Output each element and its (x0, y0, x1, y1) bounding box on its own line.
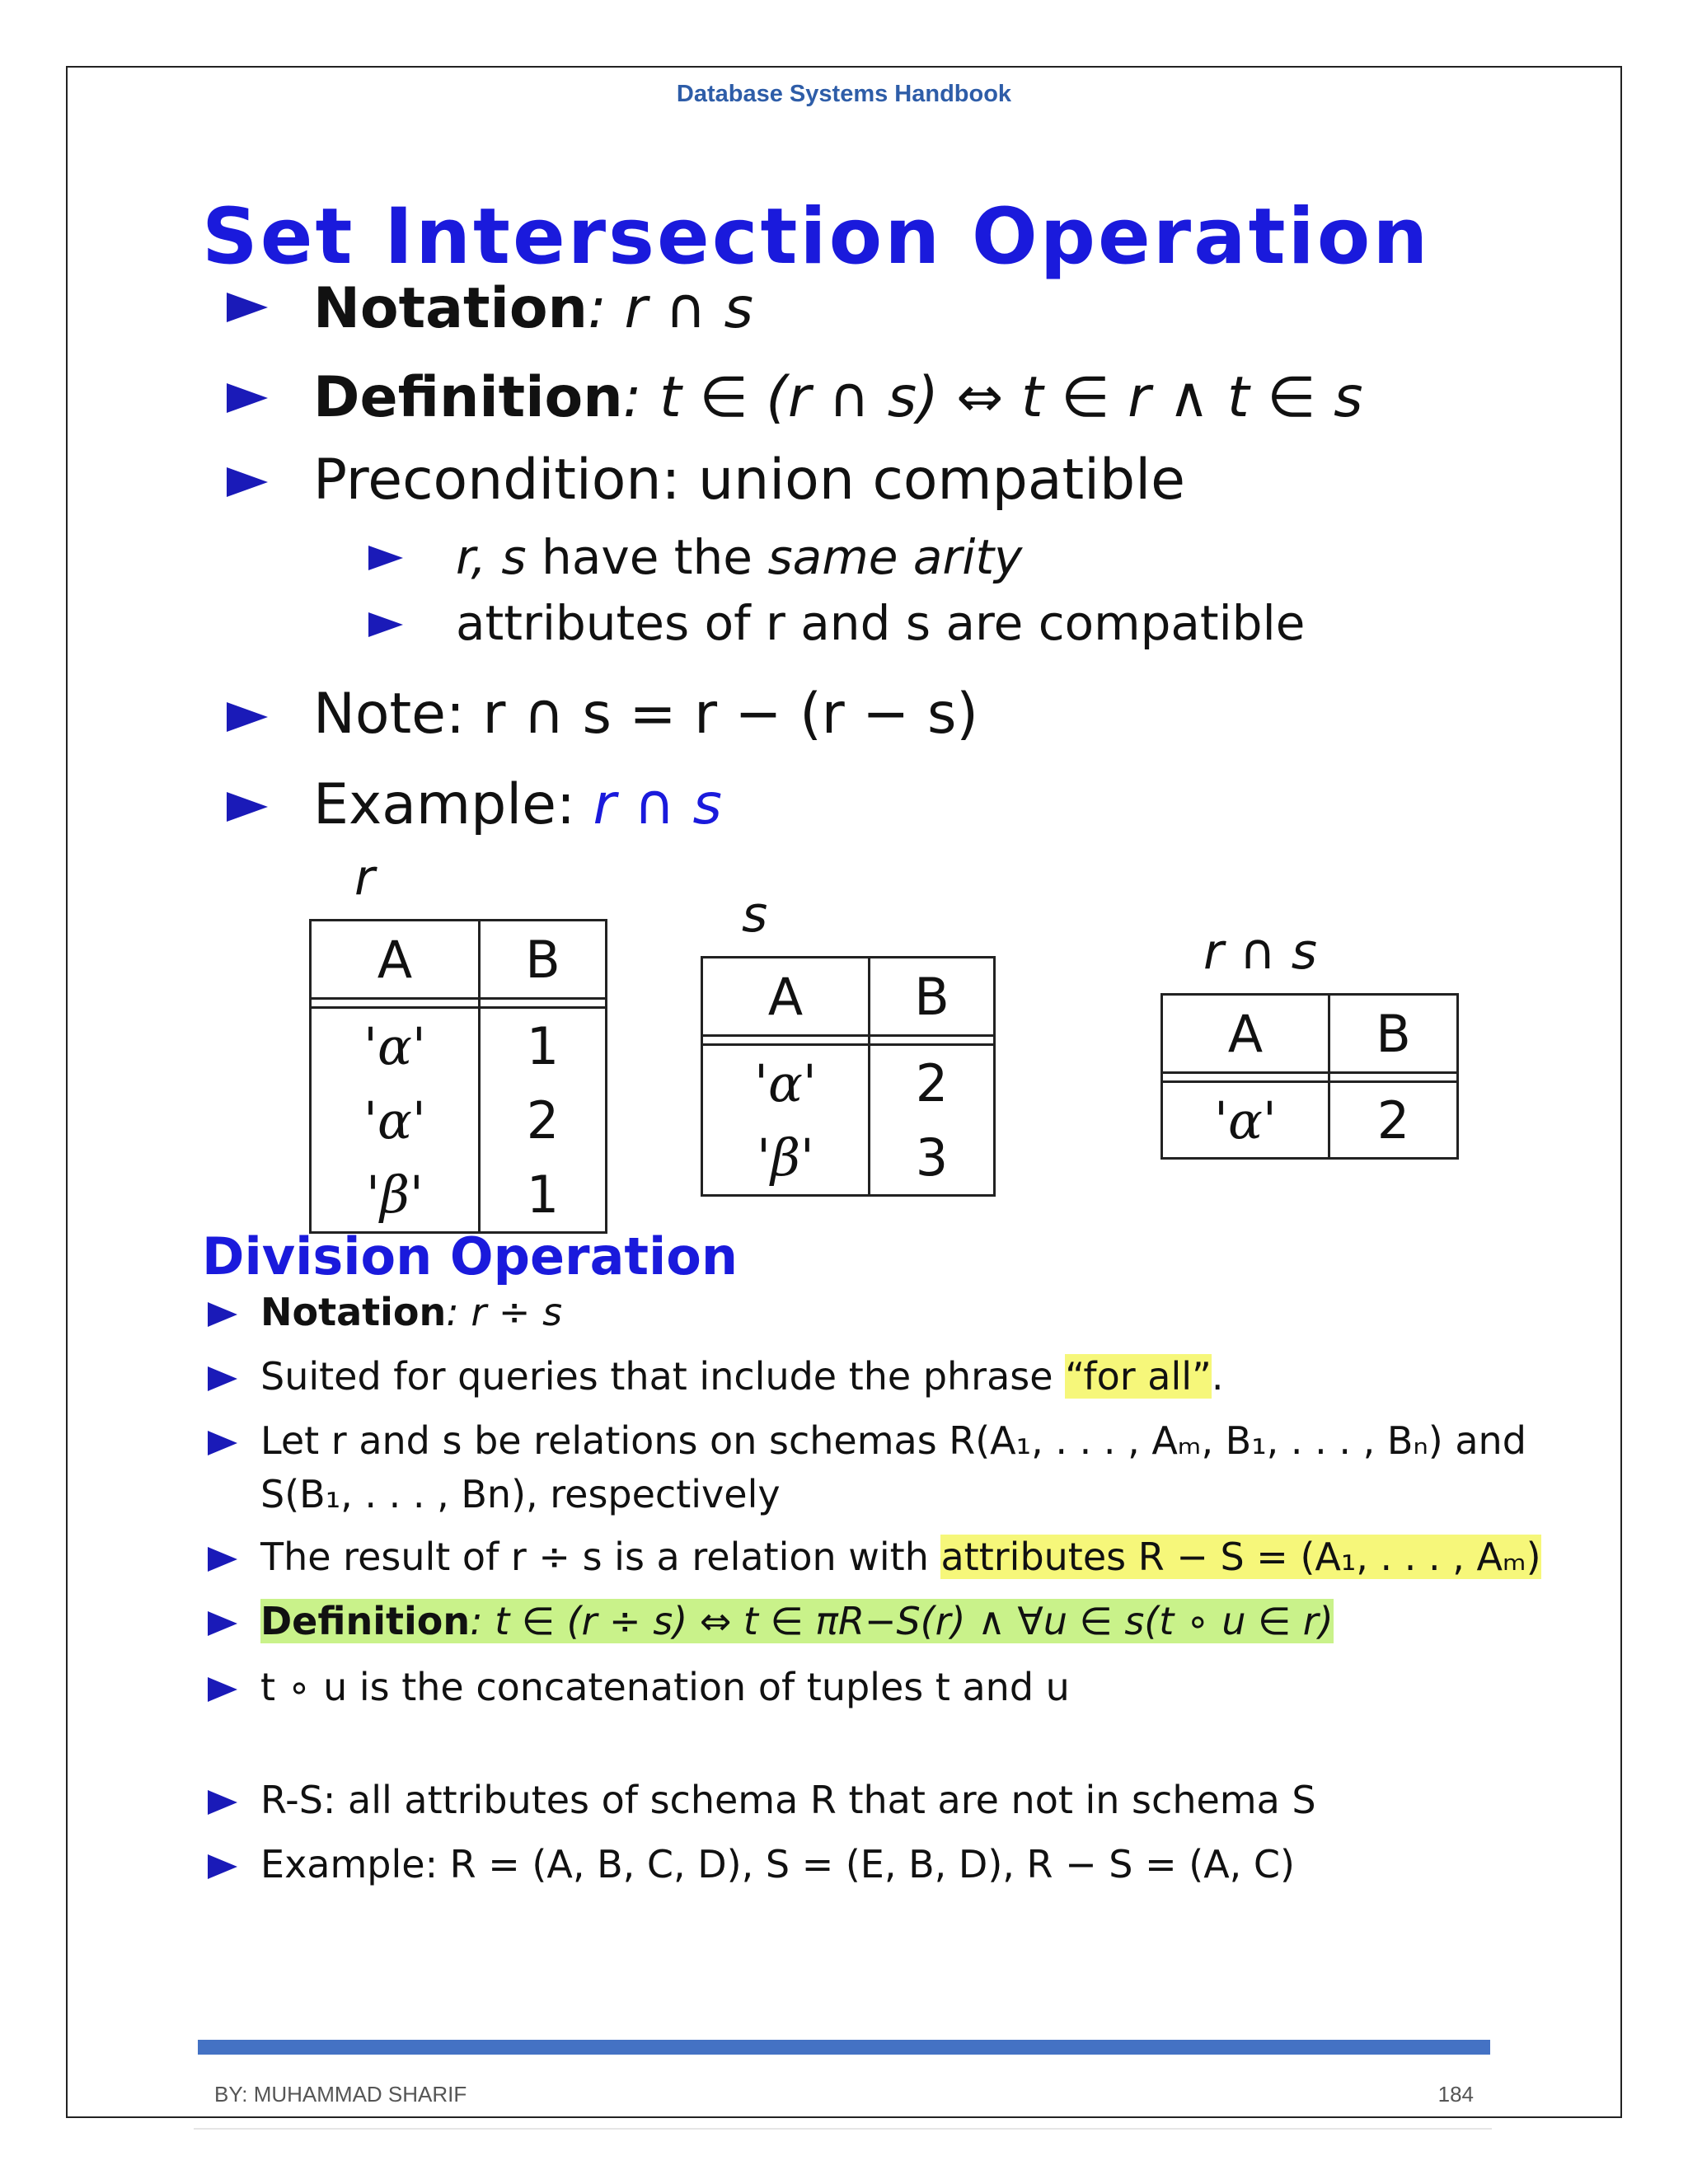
relation-s-label: s (742, 886, 768, 944)
table-row: 'α' 2 (311, 1083, 607, 1157)
bullet-icon (227, 702, 268, 732)
column-header: B (870, 958, 995, 1036)
example-item: Example: r ∩ s (313, 772, 722, 837)
bullet-icon (208, 1790, 237, 1815)
bottom-rule (194, 2128, 1492, 2130)
column-header: B (480, 921, 607, 999)
table-row: 'β' 3 (702, 1120, 995, 1196)
footer-author: BY: MUHAMMAD SHARIF (214, 2082, 467, 2107)
division-let-line2: S(B₁, . . . , Bn), respectively (260, 1472, 781, 1516)
slide-title: Set Intersection Operation (202, 192, 1431, 282)
same-arity-item: r, s have the same arity (456, 529, 1023, 585)
column-header: A (311, 921, 480, 999)
division-let-line1: Let r and s be relations on schemas R(A₁, . . . , Aₘ, B₁, . . . , Bₙ) and (260, 1418, 1526, 1463)
page-number: 184 (1437, 2082, 1474, 2107)
note-item: Note: r ∩ s = r − (r − s) (313, 682, 978, 747)
precondition-item: Precondition: union compatible (313, 448, 1185, 513)
table-row: 'α' 2 (1162, 1082, 1458, 1159)
sub-bullet-icon (368, 612, 403, 637)
relation-r-table (309, 919, 607, 1234)
notation-item: Notation: r ∩ s (313, 276, 753, 341)
bullet-icon (208, 1366, 237, 1391)
division-example: Example: R = (A, B, C, D), S = (E, B, D), R − S = (A, C) (260, 1842, 1295, 1886)
bullet-icon (227, 293, 268, 322)
relation-s-table (701, 956, 996, 1197)
division-suited: Suited for queries that include the phrase “for all”. (260, 1354, 1224, 1399)
sub-bullet-icon (368, 546, 403, 570)
division-notation: Notation: r ÷ s (260, 1290, 563, 1334)
table-row: 'α' 1 (311, 1008, 607, 1084)
bullet-icon (227, 467, 268, 497)
bullet-icon (227, 792, 268, 822)
definition-item: Definition: t ∈ (r ∩ s) ⇔ t ∈ r ∧ t ∈ s (313, 365, 1363, 430)
footer-bar (198, 2040, 1490, 2055)
bullet-icon (208, 1677, 237, 1702)
result-label: r ∩ s (1203, 923, 1317, 981)
bullet-icon (227, 383, 268, 413)
bullet-icon (208, 1431, 237, 1455)
relation-r-label: r (354, 849, 375, 907)
set-intersection-slide (202, 177, 1512, 1224)
division-result: The result of r ÷ s is a relation with attributes R − S = (A₁, . . . , Aₘ) (260, 1535, 1541, 1579)
division-title: Division Operation (202, 1226, 738, 1286)
division-concat: t ∘ u is the concatenation of tuples t and u (260, 1665, 1070, 1709)
table-row: 'α' 2 (702, 1045, 995, 1121)
compatible-item: attributes of r and s are compatible (456, 595, 1306, 651)
column-header: A (1162, 995, 1329, 1073)
bullet-icon (208, 1611, 237, 1636)
result-table (1160, 993, 1459, 1160)
division-definition: Definition: t ∈ (r ÷ s) ⇔ t ∈ πR−S(r) ∧ ∀u ∈ s(t ∘ u ∈ r) (260, 1599, 1334, 1643)
column-header: B (1329, 995, 1458, 1073)
bullet-icon (208, 1854, 237, 1879)
table-row: 'β' 1 (311, 1157, 607, 1233)
running-header: Database Systems Handbook (676, 81, 1012, 107)
bullet-icon (208, 1547, 237, 1572)
column-header: A (702, 958, 870, 1036)
bullet-icon (208, 1302, 237, 1327)
division-rs: R-S: all attributes of schema R that are not in schema S (260, 1778, 1316, 1822)
